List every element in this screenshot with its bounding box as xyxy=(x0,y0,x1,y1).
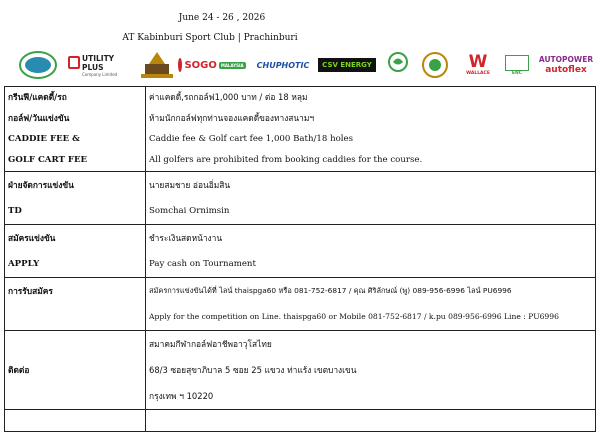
utility-plus-mark-icon xyxy=(68,56,80,69)
autoflex-name: autoflex xyxy=(545,65,587,75)
contact-org-name: สมาคมกีฬากอล์ฟอาชีพอาวุโสไทย xyxy=(149,339,272,349)
event-date: June 24 - 26 , 2026 xyxy=(178,13,266,23)
caddie-fee-details xyxy=(146,87,596,172)
td-name-en: Somchai Ornimsin xyxy=(149,206,230,216)
contact-address: 68/3 ซอยสุขาภิบาล 5 ซอย 25 แขวง ท่าแร้ง เขตบางเขน xyxy=(149,365,357,375)
sponsor-logo-autopower xyxy=(534,50,598,80)
sponsor-logos xyxy=(14,50,600,80)
sogo-ring-icon xyxy=(178,58,182,72)
sponsor-logo-wallace xyxy=(460,50,496,80)
caddie-detail-3: Caddie fee & Golf cart fee 1,000 Bath/18 holes xyxy=(149,134,354,144)
caddie-label-th-1: กรีนฟี/แคดดี้/รถ xyxy=(8,92,67,102)
contact-label xyxy=(5,331,146,410)
sponsor-logo-temple xyxy=(136,50,178,80)
contact-city: กรุงเทพ ฯ 10220 xyxy=(149,391,214,401)
caddie-label-en-2: GOLF CART FEE xyxy=(8,155,88,165)
apply-details xyxy=(146,225,596,278)
td-row xyxy=(5,172,596,225)
contact-label-th: ติดต่อ xyxy=(8,365,30,375)
caddie-fee-row xyxy=(5,87,596,172)
golf-badge-icon xyxy=(18,50,58,80)
caddie-fee-label xyxy=(5,87,146,172)
apply-label-th: สมัครแข่งขัน xyxy=(8,233,56,243)
td-name-th: นายสมชาย อ่อนอิ่มสิน xyxy=(149,180,231,190)
utility-plus-sub: Company Limited xyxy=(82,71,118,77)
trailing-detail-blank xyxy=(146,410,595,431)
trailing-label-blank xyxy=(5,410,145,431)
csv-energy-name: CSV ENERGY xyxy=(318,58,376,72)
wallace-w-icon: W xyxy=(468,52,488,72)
td-details xyxy=(146,172,596,225)
registration-detail-th: สมัครการแข่งขันได้ที่ ไลน์ thaispga60 หรือ 081-752-6817 / คุณ ศิริลักษณ์ (พู) 089-956-6996 ไลน์ PU6996 xyxy=(149,286,512,295)
trailing-row xyxy=(5,410,596,432)
caddie-detail-4: All golfers are prohibited from booking caddies for the course. xyxy=(149,155,423,165)
td-label-th: ฝ่ายจัดการแข่งขัน xyxy=(8,180,74,190)
trailing-label xyxy=(5,410,146,432)
apply-detail-en: Pay cash on Tournament xyxy=(149,259,256,269)
contact-row xyxy=(5,331,596,410)
registration-details xyxy=(146,278,596,331)
apply-label-en: APPLY xyxy=(8,259,40,269)
caddie-label-th-2: กอล์ฟ/วันแข่งขัน xyxy=(8,113,70,123)
chuphotic-name: CHUPHOTIC xyxy=(256,60,310,70)
caddie-detail-2: ห้ามนักกอล์ฟทุกท่านจองแคดดี้ของทางสนามฯ xyxy=(149,113,315,123)
sponsor-logo-enc xyxy=(502,50,532,80)
tournament-info-table xyxy=(4,86,596,432)
apply-row xyxy=(5,225,596,278)
enc-box-icon xyxy=(505,55,529,71)
trailing-details xyxy=(146,410,596,432)
enc-name: ENC xyxy=(511,70,523,76)
td-label xyxy=(5,172,146,225)
event-venue: AT Kabinburi Sport Club | Prachinburi xyxy=(122,33,298,43)
sogo-name: SOGO xyxy=(184,59,217,71)
sponsor-logo-golf xyxy=(18,50,58,80)
wallace-name: WALLACE xyxy=(466,71,490,76)
registration-detail-en: Apply for the competition on Line. thaispga60 or Mobile 081-752-6817 / k.pu 089-956-6996 Line : PU6996 xyxy=(149,312,559,321)
caddie-detail-1: ค่าแคดดี้,รถกอล์ฟ1,000 บาท / ต่อ 18 หลุม xyxy=(149,92,308,102)
sponsor-logo-ksc xyxy=(384,50,412,80)
sponsor-logo-chuphotic xyxy=(252,50,314,80)
td-label-en: TD xyxy=(8,206,22,216)
utility-plus-name: UTILITY PLUS xyxy=(82,53,115,72)
apply-label xyxy=(5,225,146,278)
registration-label xyxy=(5,278,146,331)
registration-row xyxy=(5,278,596,331)
sponsor-logo-csv-energy xyxy=(316,50,378,80)
contact-details xyxy=(146,331,596,410)
sogo-sub: MALAYSIA xyxy=(220,62,244,68)
ksc-crest-icon xyxy=(385,51,411,79)
temple-crest-icon xyxy=(137,50,177,80)
autopower-name: AUTOPOWER xyxy=(538,55,594,64)
sponsor-logo-sogo xyxy=(180,50,244,80)
sponsor-logo-utility-plus xyxy=(68,50,132,80)
apply-detail-th: ชำระเงินสดหน้างาน xyxy=(149,233,223,243)
registration-label-th: การรับสมัคร xyxy=(8,286,53,296)
caddie-label-en-1: CADDIE FEE & xyxy=(8,134,80,144)
association-seal-icon xyxy=(421,51,449,79)
sponsor-logo-seal xyxy=(420,50,450,80)
